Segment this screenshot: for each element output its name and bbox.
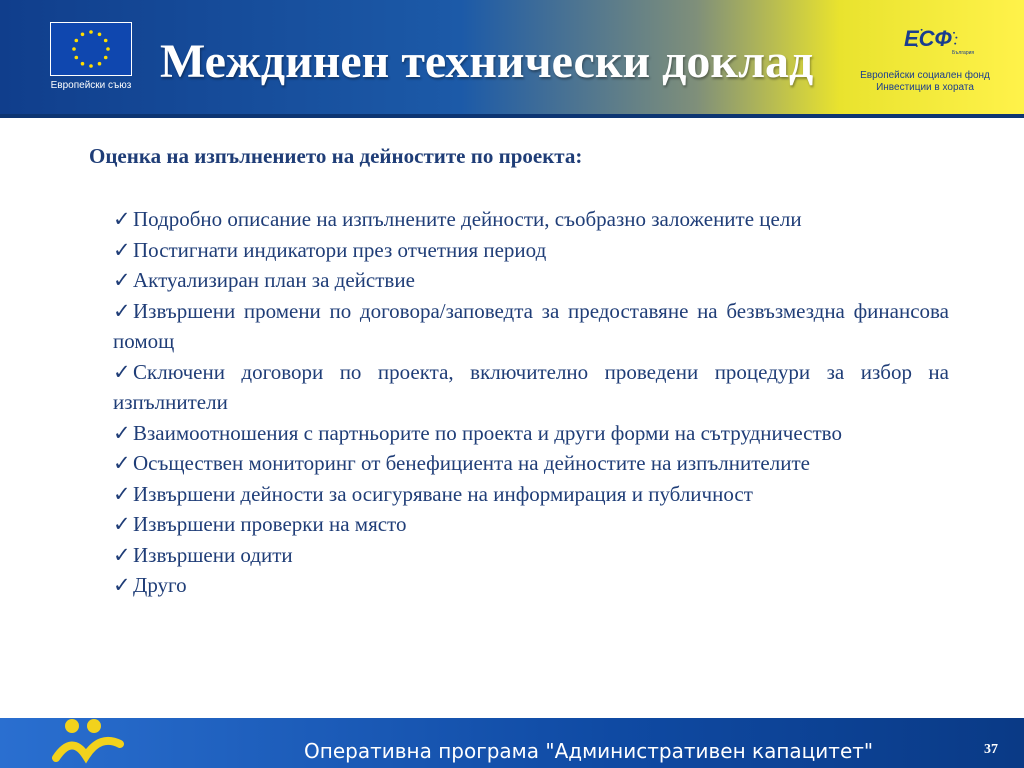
list-item [113, 418, 949, 449]
check-icon: ✓ [113, 237, 131, 262]
esf-country: България [952, 50, 975, 56]
list-item [113, 296, 949, 357]
check-icon: ✓ [113, 512, 131, 536]
check-icon: ✓ [113, 542, 131, 567]
checklist [113, 204, 949, 601]
eu-logo [40, 18, 142, 98]
list-item-text: Извършени одити [133, 542, 293, 567]
footer-banner [0, 718, 1024, 768]
list-item [113, 235, 949, 266]
list-item-text: Подробно описание на изпълнените дейности, съобразно заложените цели [133, 207, 802, 231]
list-item-text: Извършени проверки на място [133, 512, 407, 536]
list-item-text: Постигнати индикатори през отчетния период [133, 237, 547, 262]
header-banner [0, 0, 1024, 116]
list-item [113, 479, 949, 510]
footer-program: Оперативна програма "Административен капацитет" [304, 739, 874, 763]
esf-caption-line2: Инвестиции в хората [876, 82, 974, 93]
esf-caption-line1: Европейски социален фонд [860, 70, 990, 81]
eu-flag-icon [50, 22, 132, 76]
check-icon: ✓ [113, 207, 131, 231]
esf-caption [860, 70, 990, 94]
list-item [113, 265, 949, 296]
op-logo-icon [50, 716, 126, 768]
list-item [113, 540, 949, 571]
check-icon: ✓ [113, 420, 131, 445]
header-divider [0, 114, 1024, 118]
check-icon: ✓ [113, 298, 131, 323]
esf-mark: ЕСФ [904, 26, 952, 51]
list-item-text: Осъществен мониторинг от бенефициента на дейностите на изпълнителите [133, 451, 810, 475]
list-item-text: Сключени договори по проекта, включително проведени процедури за избор на изпълнители [113, 359, 949, 414]
list-item-text: Взаимоотношения с партньорите по проекта и други форми на сътрудничество [133, 420, 842, 445]
check-icon: ✓ [113, 268, 131, 292]
list-item-text: Извършени дейности за осигуряване на информирация и публичност [133, 481, 753, 506]
page-number: 37 [984, 742, 998, 757]
list-item [113, 204, 949, 235]
section-subtitle: Оценка на изпълнението на дейностите по проекта: [89, 144, 583, 168]
list-item [113, 448, 949, 479]
list-item-text: Актуализиран план за действие [133, 268, 415, 292]
list-item [113, 570, 949, 601]
list-item-text: Друго [133, 573, 187, 597]
eu-caption: Европейски съюз [50, 80, 132, 91]
list-item [113, 509, 949, 540]
list-item-text: Извършени промени по договора/заповедта за предоставяне на безвъзмездна финансова помощ [113, 298, 949, 353]
check-icon: ✓ [113, 573, 131, 597]
page-title: Междинен технически доклад [160, 35, 814, 88]
check-icon: ✓ [113, 481, 131, 506]
check-icon: ✓ [113, 451, 131, 475]
esf-logo [860, 22, 1024, 102]
check-icon: ✓ [113, 359, 131, 384]
list-item [113, 357, 949, 418]
